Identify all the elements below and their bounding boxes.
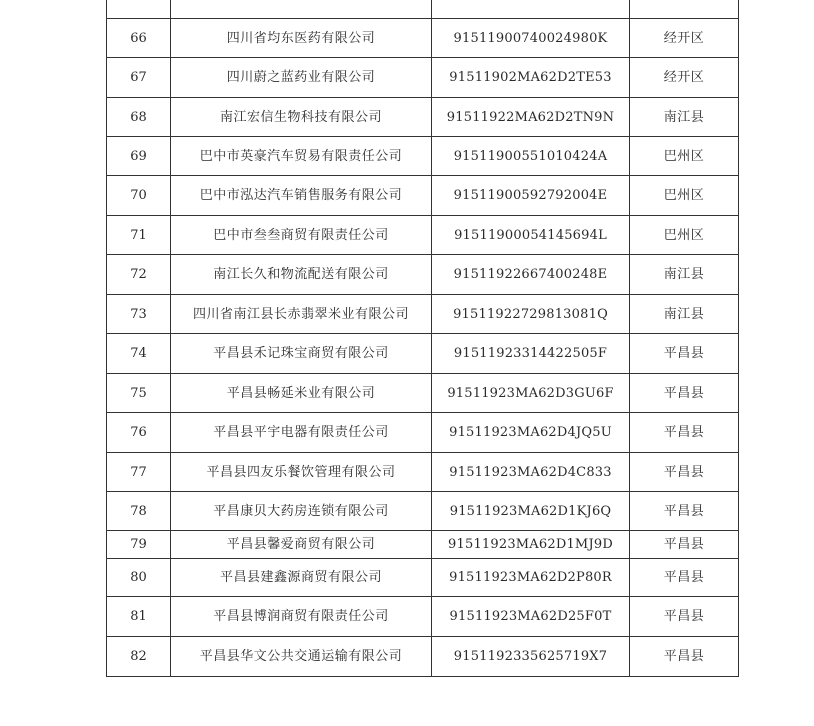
table-row — [107, 597, 739, 637]
table-row — [107, 137, 739, 176]
credit-code: 91511923MA62D25F0T — [432, 597, 630, 637]
credit-code: 91511923MA62D4C833 — [432, 453, 630, 492]
row-number: 67 — [107, 58, 171, 98]
company-name: 南江宏信生物科技有限公司 — [171, 98, 432, 137]
company-name: 平昌县博润商贸有限责任公司 — [171, 597, 432, 637]
table-row — [107, 413, 739, 453]
row-number: 71 — [107, 216, 171, 255]
district: 平昌县 — [630, 597, 739, 637]
company-name: 平昌县畅延米业有限公司 — [171, 374, 432, 413]
district: 平昌县 — [630, 413, 739, 453]
district: 南江县 — [630, 255, 739, 295]
district — [630, 0, 739, 19]
row-number: 76 — [107, 413, 171, 453]
credit-code: 91511923MA62D1KJ6Q — [432, 492, 630, 531]
company-name: 平昌县建鑫源商贸有限公司 — [171, 559, 432, 597]
row-number: 66 — [107, 19, 171, 58]
table-row — [107, 58, 739, 98]
company-name: 巴中市英豪汽车贸易有限责任公司 — [171, 137, 432, 176]
credit-code: 91511900054145694L — [432, 216, 630, 255]
row-number: 80 — [107, 559, 171, 597]
table-row — [107, 559, 739, 597]
credit-code: 91511923MA62D3GU6F — [432, 374, 630, 413]
credit-code: 91511923314422505F — [432, 334, 630, 374]
company-name: 南江长久和物流配送有限公司 — [171, 255, 432, 295]
row-number: 72 — [107, 255, 171, 295]
row-number: 70 — [107, 176, 171, 216]
district: 南江县 — [630, 295, 739, 334]
district: 平昌县 — [630, 492, 739, 531]
row-number: 69 — [107, 137, 171, 176]
row-number: 73 — [107, 295, 171, 334]
row-number: 77 — [107, 453, 171, 492]
credit-code: 91511900740024980K — [432, 19, 630, 58]
table-row — [107, 492, 739, 531]
row-number: 79 — [107, 531, 171, 559]
credit-code — [432, 0, 630, 19]
row-number: 78 — [107, 492, 171, 531]
credit-code: 91511923MA62D4JQ5U — [432, 413, 630, 453]
credit-code: 91511923MA62D1MJ9D — [432, 531, 630, 559]
credit-code: 91511900551010424A — [432, 137, 630, 176]
credit-code: 9151192335625719X7 — [432, 637, 630, 677]
credit-code: 91511923MA62D2P80R — [432, 559, 630, 597]
table-row — [107, 295, 739, 334]
row-number: 68 — [107, 98, 171, 137]
district: 巴州区 — [630, 216, 739, 255]
table-row — [107, 637, 739, 677]
table-row — [107, 19, 739, 58]
company-name: 四川蔚之蓝药业有限公司 — [171, 58, 432, 98]
company-name: 平昌康贝大药房连锁有限公司 — [171, 492, 432, 531]
company-name: 平昌县禾记珠宝商贸有限公司 — [171, 334, 432, 374]
district: 经开区 — [630, 58, 739, 98]
district: 经开区 — [630, 19, 739, 58]
district: 平昌县 — [630, 637, 739, 677]
row-number: 74 — [107, 334, 171, 374]
row-number: 82 — [107, 637, 171, 677]
table-row — [107, 176, 739, 216]
company-name: 巴中市泓达汽车销售服务有限公司 — [171, 176, 432, 216]
table-row — [107, 531, 739, 559]
company-name — [171, 0, 432, 19]
row-number — [107, 0, 171, 19]
district: 巴州区 — [630, 176, 739, 216]
enterprise-list-table — [106, 0, 739, 677]
district: 南江县 — [630, 98, 739, 137]
company-name: 平昌县华文公共交通运输有限公司 — [171, 637, 432, 677]
table-row — [107, 216, 739, 255]
row-number: 75 — [107, 374, 171, 413]
district: 平昌县 — [630, 531, 739, 559]
company-name: 四川省南江县长赤翡翠米业有限公司 — [171, 295, 432, 334]
table-row — [107, 453, 739, 492]
table-row — [107, 255, 739, 295]
credit-code: 91511900592792004E — [432, 176, 630, 216]
district: 平昌县 — [630, 453, 739, 492]
company-name: 平昌县平宇电器有限责任公司 — [171, 413, 432, 453]
credit-code: 91511922MA62D2TN9N — [432, 98, 630, 137]
row-number: 81 — [107, 597, 171, 637]
credit-code: 91511902MA62D2TE53 — [432, 58, 630, 98]
table-row — [107, 334, 739, 374]
credit-code: 91511922667400248E — [432, 255, 630, 295]
district: 平昌县 — [630, 559, 739, 597]
table-body — [107, 0, 739, 677]
credit-code: 91511922729813081Q — [432, 295, 630, 334]
district: 平昌县 — [630, 374, 739, 413]
company-name: 四川省均东医药有限公司 — [171, 19, 432, 58]
district: 平昌县 — [630, 334, 739, 374]
company-name: 平昌县四友乐餐饮管理有限公司 — [171, 453, 432, 492]
table-row — [107, 98, 739, 137]
district: 巴州区 — [630, 137, 739, 176]
table-row-partial — [107, 0, 739, 19]
company-name: 平昌县馨爱商贸有限公司 — [171, 531, 432, 559]
table-row — [107, 374, 739, 413]
company-name: 巴中市叁叁商贸有限责任公司 — [171, 216, 432, 255]
